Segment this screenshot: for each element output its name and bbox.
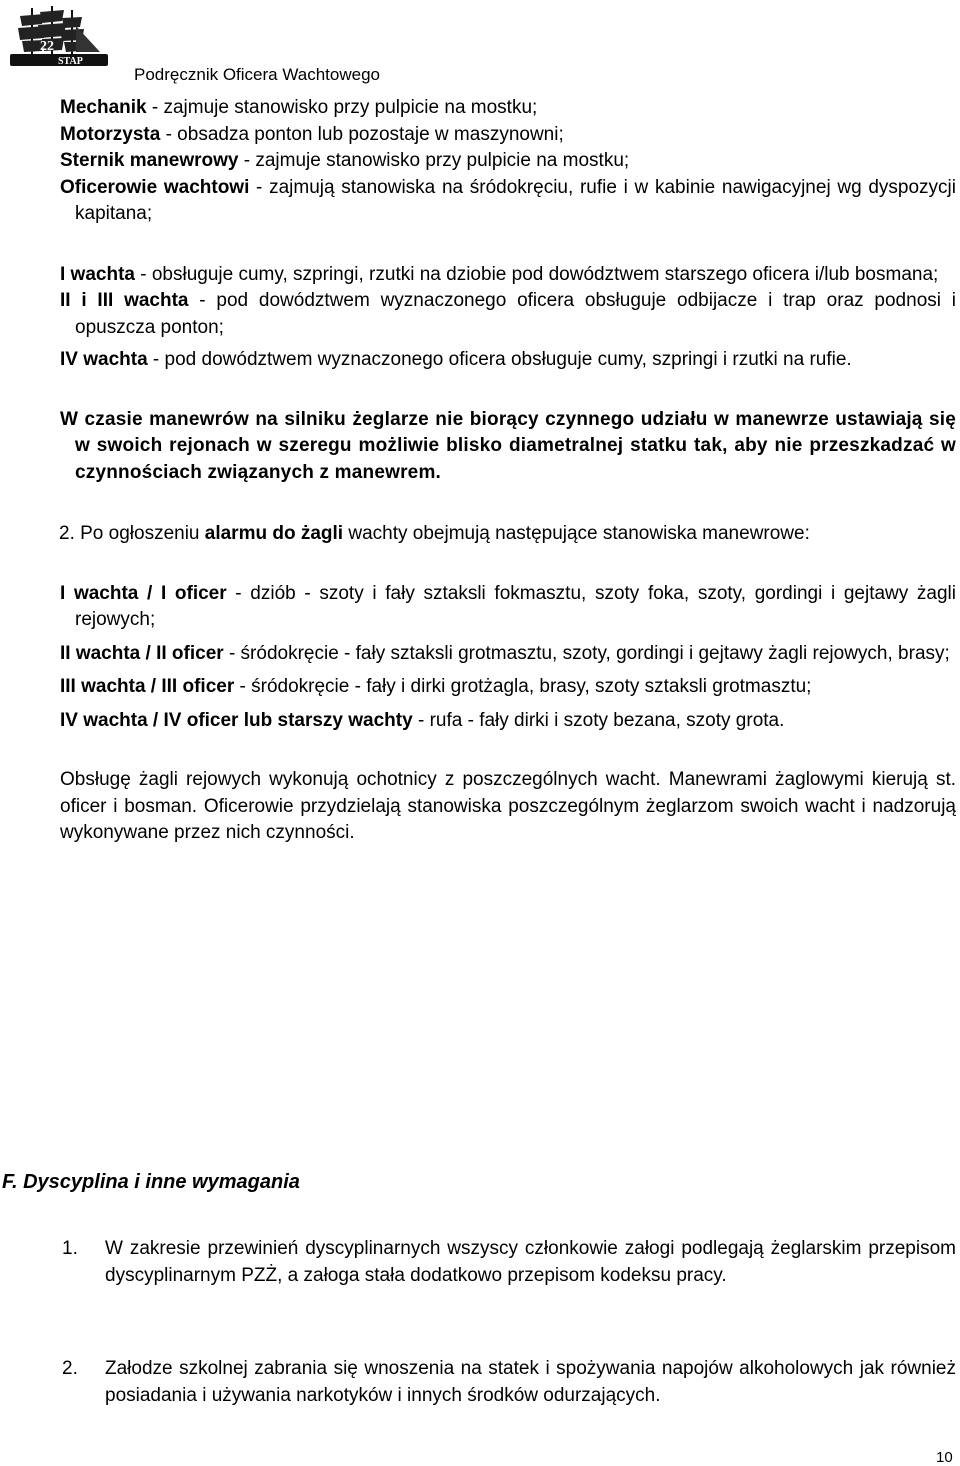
watch-text: - pod dowództwem wyznaczonego oficera obsługuje odbijacze i trap oraz podnosi i opuszcza ponton; [75,290,957,338]
watches-list [60,262,956,374]
station-entry [60,674,956,701]
header-title: Podręcznik Oficera Wachtowego [134,65,380,84]
roles-list [60,95,956,228]
role-entry [60,175,956,228]
section-title: F. Dyscyplina i inne wymagania [2,1171,300,1193]
station-term: II wachta / II oficer [60,642,224,664]
station-text: - rufa - fały dirki i szoty bezana, szoty grota. [412,709,785,731]
maneuver-note: W czasie manewrów na silniku żeglarze nie biorący czynnego udziału w manewrze ustawiają się w swoich rejonach w szeregu możliwie blisko diametralnej statku tak, aby nie przeszkadzać w czynnościach związanych z manewrem. [60,408,956,483]
sail-stations-list [60,581,956,735]
alarm-suffix: wachty obejmują następujące stanowiska manewrowe: [343,523,810,544]
station-term: IV wachta / IV oficer lub starszy wachty [60,709,413,731]
watch-entry [60,347,956,374]
item-text: Załodze szkolnej zabrania się wnoszenia na statek i spożywania napojów alkoholowych jak również posiadania i używania narkotyków i innych środków odurzających. [105,1358,956,1406]
item-number: 1. [62,1238,78,1259]
role-entry [60,148,956,175]
station-entry [60,641,956,668]
discipline-item [62,1236,956,1289]
station-entry [60,708,956,735]
watch-term: II i III wachta [60,290,189,311]
station-text: - dziób - szoty i fały sztaksli fokmasztu, szoty foka, szoty, gordingi i gejtawy żagli rejowych; [75,582,956,630]
role-term: Sternik manewrowy [60,150,239,171]
role-text: - zajmuje stanowisko przy pulpicie na mostku; [238,150,630,171]
role-entry [60,122,956,149]
role-term: Mechanik [60,97,147,118]
page-number: 10 [936,1449,953,1466]
role-text: - zajmują stanowiska na śródokręciu, rufie i w kabinie nawigacyjnej wg dyspozycji kapitana; [75,176,956,224]
role-term: Oficerowie wachtowi [60,176,250,198]
watch-text: - pod dowództwem wyznaczonego oficera obsługuje cumy, szpringi i rzutki na rufie. [147,349,852,370]
ship-logo-icon [10,6,110,70]
watch-entry [60,288,956,341]
role-entry [60,95,956,122]
discipline-item [62,1356,956,1409]
watch-term: IV wachta [60,349,148,370]
closing-paragraph: Obsługę żagli rejowych wykonują ochotnicy z poszczególnych wacht. Manewrami żaglowymi kierują st. oficer i bosman. Oficerowie przydzielają stanowiska poszczególnym żeglarzom swoich wacht i nadzorują wykonywane przez nich czynności. [60,769,956,843]
logo-text: STAP [58,56,83,67]
logo-number: 22 [40,39,54,54]
alarm-term: alarmu do żagli [204,523,344,544]
station-term: I wachta / I oficer [60,582,227,604]
role-term: Motorzysta [60,123,161,145]
alarm-prefix: 2. Po ogłoszeniu [59,523,205,544]
page-header [10,6,510,84]
role-text: - zajmuje stanowisko przy pulpicie na mostku; [146,97,538,118]
item-text: W zakresie przewinień dyscyplinarnych wszyscy członkowie załogi podlegają żeglarskim przepisom dyscyplinarnym PZŻ, a załoga stała dodatkowo przepisom kodeksu pracy. [105,1238,956,1286]
item-number: 2. [62,1358,78,1379]
alarm-intro [59,521,956,548]
watch-text: - obsługuje cumy, szpringi, rzutki na dziobie pod dowództwem starszego oficera i/lub bosmana; [134,263,939,285]
watch-term: I wachta [60,263,135,285]
page-content [60,95,956,847]
station-text: - śródokręcie - fały i dirki grotżagla, brasy, szoty sztaksli grotmasztu; [234,676,812,697]
watch-entry [60,262,956,289]
station-entry [60,581,956,634]
station-text: - śródokręcie - fały sztaksli grotmasztu, szoty, gordingi i gejtawy żagli rejowych, brasy; [223,642,950,664]
role-text: - obsadza ponton lub pozostaje w maszynowni; [160,123,564,145]
station-term: III wachta / III oficer [60,676,235,697]
